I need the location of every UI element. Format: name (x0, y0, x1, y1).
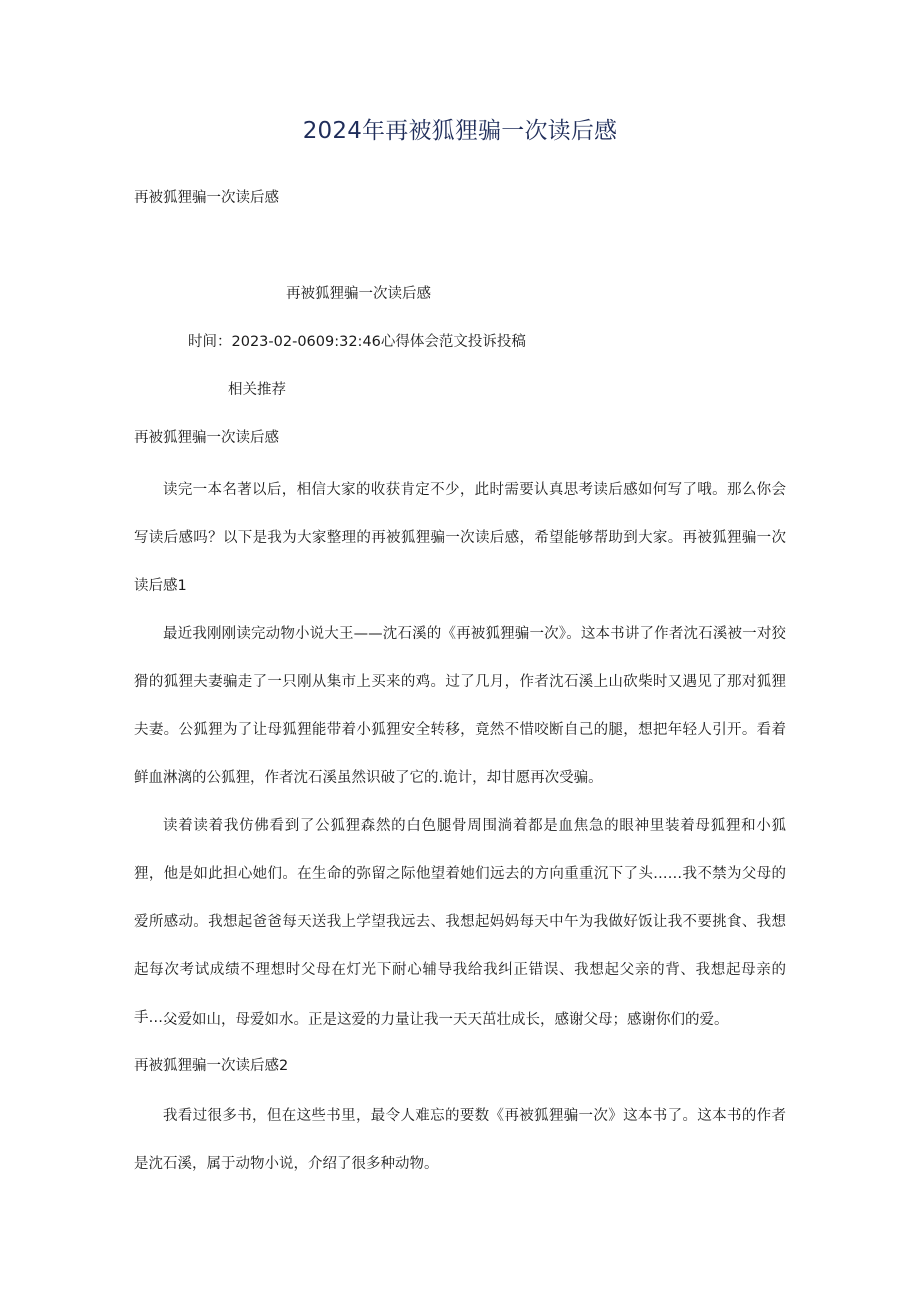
paragraph: 读完一本名著以后，相信大家的收获肯定不少，此时需要认真思考读后感如何写了哦。那么你会写读后感吗？以下是我为大家整理的再被狐狸骗一次读后感，希望能够帮助到大家。再被狐狸骗一次读后感1 (134, 482, 786, 594)
subtitle-left: 再被狐狸骗一次读后感 (134, 190, 279, 206)
section-heading-2: 再被狐狸骗一次读后感2 (134, 1058, 289, 1074)
center-heading: 再被狐狸骗一次读后感 (286, 286, 431, 302)
paragraph: 读着读着我仿佛看到了公狐狸森然的白色腿骨周围淌着都是血焦急的眼神里装着母狐狸和小狐狸，他是如此担心她们。在生命的弥留之际他望着她们远去的方向重重沉下了头……我不禁为父母的爱所感动。我想起爸爸每天送我上学望我远去、我想起妈妈每天中午为我做好饭让我不要挑食、我想起每次考试成绩不理想时父母在灯光下耐心辅导我给我纠正错误、我想起父亲的背、我想起母亲的手…… (134, 818, 786, 1026)
paragraph: 父爱如山，母爱如水。正是这爱的力量让我一天天茁壮成长，感谢父母；感谢你们的爱。 (163, 1012, 729, 1028)
paragraph: 最近我刚刚读完动物小说大王——沈石溪的《再被狐狸骗一次》。这本书讲了作者沈石溪被一对狡猾的狐狸夫妻骗走了一只刚从集市上买来的鸡。过了几月，作者沈石溪上山砍柴时又遇见了那对狐狸夫妻。公狐狸为了让母狐狸能带着小狐狸安全转移，竟然不惜咬断自己的腿，想把年轻人引开。看着鲜血淋漓的公狐狸，作者沈石溪虽然识破了它的.诡计，却甘愿再次受骗。 (134, 626, 786, 786)
related-recommendations: 相关推荐 (228, 382, 286, 398)
meta-line: 时间：2023-02-0609:32:46心得体会范文投诉投稿 (188, 334, 526, 350)
document-title: 2024年再被狐狸骗一次读后感 (302, 118, 618, 144)
paragraph: 我看过很多书，但在这些书里，最令人难忘的要数《再被狐狸骗一次》这本书了。这本书的作者是沈石溪，属于动物小说，介绍了很多种动物。 (134, 1108, 786, 1172)
section-heading-1: 再被狐狸骗一次读后感 (134, 430, 279, 446)
